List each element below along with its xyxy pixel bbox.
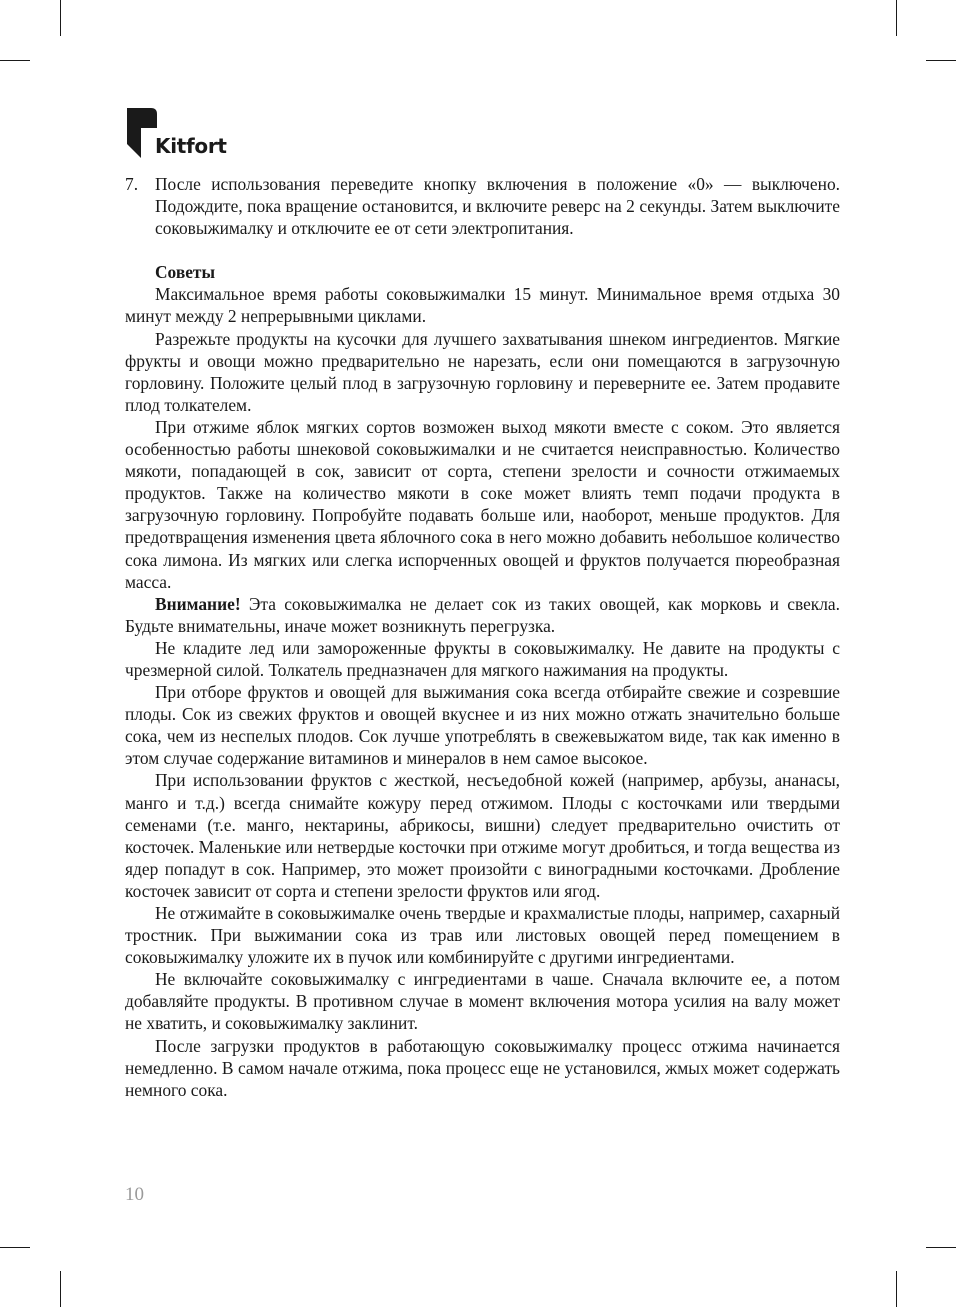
page-number: 10 bbox=[125, 1184, 144, 1205]
brand-name: Kitfort bbox=[155, 134, 227, 158]
brand-logo bbox=[127, 108, 237, 158]
crop-mark-top-left-h bbox=[0, 60, 30, 61]
crop-mark-top-right-h bbox=[926, 60, 956, 61]
tips-paragraph-9: Не включайте соковыжималку с ингредиентами в чаше. Сначала включите ее, а потом добавляйте продукты. В противном случае в момент включения мотора усилия на валу может не хватить, и соковыжималку заклинит. bbox=[125, 969, 840, 1034]
tips-paragraph-5: Не кладите лед или замороженные фрукты в соковыжималку. Не давите на продукты с чрезмерной силой. Толкатель предназначен для мягкого нажимания на продукты. bbox=[125, 637, 840, 680]
tips-paragraph-4 bbox=[125, 593, 840, 637]
tips-paragraph-8: Не отжимайте в соковыжималке очень твердые и крахмалистые плоды, например, сахарный тростник. При выжимании сока из трав или листовых овощей перед помещением в соковыжималку уложите их в пучок или комбинируйте с другими ингредиентами. bbox=[125, 903, 840, 968]
crop-mark-bottom-left-h bbox=[0, 1247, 30, 1248]
tips-paragraph-2: Разрежьте продукты на кусочки для лучшего захватывания шнеком ингредиентов. Мягкие фрукты и овощи можно предварительно не нарезать, если они помещаются в загрузочную горловину. Положите целый плод в загрузочную горловину и переверните ее. Затем продавите плод толкателем. bbox=[125, 328, 840, 415]
crop-mark-bottom-right bbox=[896, 1271, 897, 1307]
crop-mark-bottom-left bbox=[60, 1271, 61, 1307]
tips-paragraph-3: При отжиме яблок мягких сортов возможен выход мякоти вместе с соком. Это является особенностью работы шнековой соковыжималки и не считается неисправностью. Количество мякоти, попадающей в сок, зависит от сорта, степени зрелости и сочности отжимаемых продуктов. Также на количество мякоти в соке может влиять темп подачи продукта в загрузочную горловину. Попробуйте подавать больше или, наоборот, меньше продуктов. Для предотвращения изменения цвета яблочного сока в него можно добавить небольшое количество сока лимона. Из мягких или слегка испорченных овощей и фруктов получается пюреобразная масса. bbox=[125, 416, 840, 592]
crop-mark-top-left bbox=[60, 0, 61, 36]
document-body bbox=[125, 173, 840, 1101]
step-number: 7. bbox=[125, 174, 139, 194]
tips-paragraph-1: Максимальное время работы соковыжималки 15 минут. Минимальное время отдыха 30 минут между 2 непрерывными циклами. bbox=[125, 284, 840, 327]
attention-label: Внимание! bbox=[155, 593, 241, 614]
crop-mark-top-right bbox=[896, 0, 897, 36]
tips-paragraph-6: При отборе фруктов и овощей для выжимания сока всегда отбирайте свежие и созревшие плоды. Сок из свежих фруктов и овощей вкуснее и из них можно отжать значительно больше сока, чем из неспелых плодов. Сок лучше употреблять в свежевыжатом виде, так как именно в этом случае содержание витаминов и минералов в нем самое высокое. bbox=[125, 682, 840, 769]
step-7 bbox=[125, 173, 840, 239]
kitfort-logo-icon bbox=[127, 108, 157, 158]
tips-heading: Советы bbox=[155, 262, 216, 283]
tips-paragraph-10: После загрузки продуктов в работающую соковыжималку процесс отжима начинается немедленно. В самом начале отжима, пока процесс еще не установился, жмых может содержать немного сока. bbox=[125, 1035, 840, 1100]
crop-mark-bottom-right-h bbox=[926, 1247, 956, 1248]
tips-paragraph-7: При использовании фруктов с жесткой, несъедобной кожей (например, арбузы, ананасы, манго и т.д.) всегда снимайте кожуру перед отжимом. Плоды с косточками или твердыми семенами (т.е. манго, нектарины, абрикосы, вишни) следует предварительно очистить от косточек. Маленькие или нетвердые косточки при отжиме могут дробиться, и тогда вещества из ядер попадут в сок. Например, это может произойти с виноградными косточками. Дробление косточек зависит от сорта и степени зрелости фруктов или ягод. bbox=[125, 770, 840, 901]
step-text: После использования переведите кнопку включения в положение «0» — выключено. Подождите, пока вращение остановится, и включите реверс на 2 секунды. Затем выключите соковыжималку и отключите ее от сети электропитания. bbox=[155, 174, 840, 239]
attention-text: Эта соковыжималка не делает сок из таких овощей, как морковь и свекла. Будьте внимательны, иначе может возникнуть перегрузка. bbox=[125, 593, 840, 636]
